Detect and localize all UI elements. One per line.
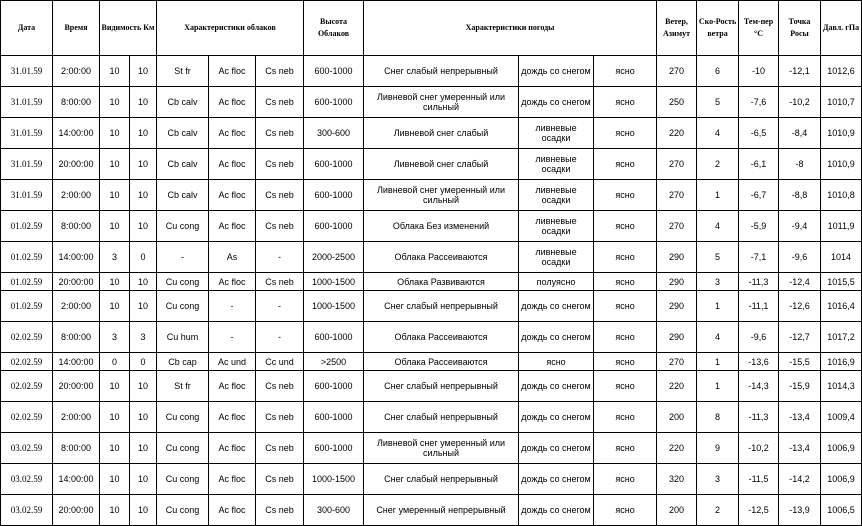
table-row	[1, 273, 862, 291]
header-weather: Характеристики погоды	[364, 1, 657, 56]
cell-cloud-upper: Cs neb	[256, 495, 304, 526]
cell-date: 03.02.59	[1, 495, 53, 526]
cell-pressure: 1011,9	[821, 211, 862, 242]
cell-pressure: 1014,3	[821, 371, 862, 402]
cell-cloud-lower: -	[157, 242, 209, 273]
cell-visibility-2: 10	[130, 464, 157, 495]
cell-visibility-2: 3	[130, 322, 157, 353]
cell-date: 31.01.59	[1, 180, 53, 211]
cell-wind-speed: 1	[697, 353, 739, 371]
cell-wind-speed: 6	[697, 56, 739, 87]
cell-pressure: 1006,9	[821, 433, 862, 464]
cell-date: 02.02.59	[1, 353, 53, 371]
cell-cloud-upper: Cc und	[256, 353, 304, 371]
cell-visibility-2: 10	[130, 273, 157, 291]
cell-date: 01.02.59	[1, 273, 53, 291]
cell-cloud-height: 300-600	[304, 118, 364, 149]
cell-weather-precipitation: полуясно	[519, 273, 594, 291]
cell-visibility-1: 10	[100, 371, 130, 402]
cell-weather-precipitation: ливневые осадки	[519, 149, 594, 180]
cell-cloud-middle: Ac und	[209, 353, 256, 371]
cell-cloud-middle: Ac floc	[209, 149, 256, 180]
cell-visibility-1: 10	[100, 211, 130, 242]
cell-date: 31.01.59	[1, 56, 53, 87]
cell-wind-speed: 4	[697, 322, 739, 353]
cell-cloud-middle: Ac floc	[209, 180, 256, 211]
cell-visibility-1: 10	[100, 291, 130, 322]
cell-weather-phenomenon: Ливневой снег умеренный или сильный	[364, 433, 519, 464]
cell-time: 8:00:00	[53, 433, 100, 464]
cell-cloud-height: 300-600	[304, 495, 364, 526]
header-visibility: Видимость Км	[100, 1, 157, 56]
cell-weather-sky: ясно	[594, 322, 657, 353]
cell-weather-precipitation: дождь со снегом	[519, 56, 594, 87]
cell-pressure: 1010,9	[821, 118, 862, 149]
cell-time: 2:00:00	[53, 180, 100, 211]
cell-weather-phenomenon: Облака Рассеиваются	[364, 242, 519, 273]
cell-date: 03.02.59	[1, 464, 53, 495]
cell-time: 14:00:00	[53, 242, 100, 273]
cell-weather-precipitation: дождь со снегом	[519, 402, 594, 433]
table-row	[1, 371, 862, 402]
cell-cloud-upper: Cs neb	[256, 371, 304, 402]
cell-cloud-lower: Cb calv	[157, 180, 209, 211]
cell-cloud-upper: -	[256, 242, 304, 273]
cell-pressure: 1006,5	[821, 495, 862, 526]
cell-visibility-2: 10	[130, 56, 157, 87]
cell-date: 02.02.59	[1, 322, 53, 353]
cell-time: 2:00:00	[53, 291, 100, 322]
cell-wind-speed: 3	[697, 273, 739, 291]
cell-wind-azimuth: 290	[657, 322, 697, 353]
cell-dew-point: -8,8	[779, 180, 821, 211]
cell-cloud-middle: Ac floc	[209, 87, 256, 118]
cell-visibility-1: 10	[100, 464, 130, 495]
cell-time: 14:00:00	[53, 464, 100, 495]
cell-weather-phenomenon: Облака Рассеиваются	[364, 322, 519, 353]
table-row	[1, 56, 862, 87]
cell-cloud-upper: Cs neb	[256, 56, 304, 87]
cell-cloud-height: 600-1000	[304, 433, 364, 464]
cell-weather-precipitation: дождь со снегом	[519, 464, 594, 495]
cell-weather-phenomenon: Облака Развиваются	[364, 273, 519, 291]
cell-temperature: -7,6	[739, 87, 779, 118]
cell-temperature: -13,6	[739, 353, 779, 371]
header-wind-azimuth: Ветер, Азимут	[657, 1, 697, 56]
cell-cloud-middle: Ac floc	[209, 211, 256, 242]
cell-wind-azimuth: 270	[657, 180, 697, 211]
cell-weather-sky: ясно	[594, 118, 657, 149]
cell-visibility-1: 10	[100, 56, 130, 87]
cell-visibility-1: 10	[100, 273, 130, 291]
cell-date: 31.01.59	[1, 149, 53, 180]
table-row	[1, 242, 862, 273]
cell-visibility-1: 10	[100, 149, 130, 180]
cell-time: 8:00:00	[53, 322, 100, 353]
table-row	[1, 211, 862, 242]
cell-wind-azimuth: 290	[657, 242, 697, 273]
cell-temperature: -5,9	[739, 211, 779, 242]
cell-cloud-lower: Cu cong	[157, 495, 209, 526]
cell-cloud-lower: St fr	[157, 371, 209, 402]
cell-temperature: -6,7	[739, 180, 779, 211]
cell-cloud-middle: Ac floc	[209, 56, 256, 87]
cell-dew-point: -10,2	[779, 87, 821, 118]
cell-temperature: -10,2	[739, 433, 779, 464]
cell-date: 03.02.59	[1, 433, 53, 464]
cell-temperature: -9,6	[739, 322, 779, 353]
cell-temperature: -12,5	[739, 495, 779, 526]
cell-wind-azimuth: 250	[657, 87, 697, 118]
cell-pressure: 1010,8	[821, 180, 862, 211]
cell-pressure: 1016,4	[821, 291, 862, 322]
cell-visibility-2: 10	[130, 118, 157, 149]
cell-weather-precipitation: ливневые осадки	[519, 118, 594, 149]
cell-wind-speed: 8	[697, 402, 739, 433]
cell-weather-sky: ясно	[594, 291, 657, 322]
cell-wind-speed: 3	[697, 464, 739, 495]
cell-weather-phenomenon: Снег слабый непрерывный	[364, 56, 519, 87]
cell-weather-phenomenon: Снег слабый непрерывный	[364, 371, 519, 402]
table-row	[1, 180, 862, 211]
cell-pressure: 1014	[821, 242, 862, 273]
cell-time: 20:00:00	[53, 371, 100, 402]
cell-pressure: 1006,9	[821, 464, 862, 495]
cell-visibility-1: 10	[100, 495, 130, 526]
table-row	[1, 118, 862, 149]
cell-cloud-height: 1000-1500	[304, 464, 364, 495]
header-dew-point: Точка Росы	[779, 1, 821, 56]
cell-weather-phenomenon: Снег слабый непрерывный	[364, 291, 519, 322]
cell-cloud-middle: Ac floc	[209, 464, 256, 495]
cell-cloud-middle: Ac floc	[209, 433, 256, 464]
cell-weather-sky: ясно	[594, 273, 657, 291]
cell-pressure: 1010,7	[821, 87, 862, 118]
cell-cloud-middle: Ac floc	[209, 118, 256, 149]
cell-dew-point: -15,9	[779, 371, 821, 402]
cell-wind-azimuth: 270	[657, 211, 697, 242]
cell-weather-sky: ясно	[594, 371, 657, 402]
cell-time: 20:00:00	[53, 495, 100, 526]
cell-visibility-1: 10	[100, 118, 130, 149]
cell-cloud-lower: Cu cong	[157, 291, 209, 322]
cell-cloud-lower: Cu cong	[157, 273, 209, 291]
cell-cloud-upper: Cs neb	[256, 464, 304, 495]
cell-visibility-1: 10	[100, 87, 130, 118]
cell-weather-phenomenon: Снег слабый непрерывный	[364, 464, 519, 495]
cell-dew-point: -13,9	[779, 495, 821, 526]
cell-time: 8:00:00	[53, 211, 100, 242]
cell-weather-phenomenon: Ливневой снег слабый	[364, 118, 519, 149]
cell-cloud-lower: Cu cong	[157, 433, 209, 464]
cell-weather-phenomenon: Ливневой снег умеренный или сильный	[364, 180, 519, 211]
header-row	[1, 1, 862, 56]
cell-date: 31.01.59	[1, 87, 53, 118]
cell-weather-precipitation: дождь со снегом	[519, 433, 594, 464]
cell-cloud-middle: Ac floc	[209, 273, 256, 291]
cell-wind-azimuth: 270	[657, 56, 697, 87]
table-row	[1, 87, 862, 118]
cell-weather-precipitation: дождь со снегом	[519, 322, 594, 353]
cell-date: 01.02.59	[1, 242, 53, 273]
cell-visibility-2: 10	[130, 433, 157, 464]
cell-cloud-middle: Ac floc	[209, 495, 256, 526]
cell-wind-azimuth: 320	[657, 464, 697, 495]
cell-weather-precipitation: ливневые осадки	[519, 180, 594, 211]
cell-date: 01.02.59	[1, 291, 53, 322]
cell-cloud-lower: Cb calv	[157, 87, 209, 118]
cell-dew-point: -12,1	[779, 56, 821, 87]
cell-cloud-lower: Cu hum	[157, 322, 209, 353]
cell-visibility-2: 10	[130, 149, 157, 180]
cell-pressure: 1010,9	[821, 149, 862, 180]
cell-dew-point: -12,4	[779, 273, 821, 291]
cell-visibility-1: 10	[100, 402, 130, 433]
cell-visibility-1: 3	[100, 322, 130, 353]
cell-temperature: -11,3	[739, 273, 779, 291]
cell-weather-sky: ясно	[594, 464, 657, 495]
cell-weather-sky: ясно	[594, 180, 657, 211]
header-time: Время	[53, 1, 100, 56]
cell-date: 02.02.59	[1, 371, 53, 402]
cell-weather-precipitation: ливневые осадки	[519, 242, 594, 273]
cell-dew-point: -13,4	[779, 433, 821, 464]
cell-time: 14:00:00	[53, 118, 100, 149]
cell-wind-azimuth: 220	[657, 118, 697, 149]
cell-cloud-lower: Cu cong	[157, 402, 209, 433]
header-cloud-height: Высота Облаков	[304, 1, 364, 56]
cell-weather-sky: ясно	[594, 87, 657, 118]
cell-weather-phenomenon: Ливневой снег умеренный или сильный	[364, 87, 519, 118]
cell-wind-speed: 5	[697, 242, 739, 273]
cell-time: 8:00:00	[53, 87, 100, 118]
cell-cloud-lower: Cb calv	[157, 149, 209, 180]
cell-temperature: -11,3	[739, 402, 779, 433]
cell-weather-sky: ясно	[594, 242, 657, 273]
cell-wind-azimuth: 200	[657, 495, 697, 526]
cell-time: 2:00:00	[53, 56, 100, 87]
cell-wind-speed: 4	[697, 211, 739, 242]
cell-time: 2:00:00	[53, 402, 100, 433]
cell-weather-phenomenon: Снег слабый непрерывный	[364, 402, 519, 433]
cell-wind-azimuth: 220	[657, 433, 697, 464]
cell-dew-point: -9,4	[779, 211, 821, 242]
cell-weather-sky: ясно	[594, 56, 657, 87]
cell-visibility-1: 0	[100, 353, 130, 371]
cell-visibility-2: 10	[130, 291, 157, 322]
cell-cloud-upper: Cs neb	[256, 180, 304, 211]
table-row	[1, 322, 862, 353]
cell-visibility-2: 0	[130, 353, 157, 371]
cell-wind-speed: 5	[697, 87, 739, 118]
cell-dew-point: -13,4	[779, 402, 821, 433]
cell-cloud-lower: Cb cap	[157, 353, 209, 371]
cell-cloud-upper: Cs neb	[256, 273, 304, 291]
table-row	[1, 291, 862, 322]
cell-cloud-height: 600-1000	[304, 322, 364, 353]
cell-time: 20:00:00	[53, 149, 100, 180]
cell-pressure: 1015,5	[821, 273, 862, 291]
cell-temperature: -14,3	[739, 371, 779, 402]
cell-weather-phenomenon: Облака Рассеиваются	[364, 353, 519, 371]
cell-pressure: 1009,4	[821, 402, 862, 433]
cell-cloud-middle: Ac floc	[209, 371, 256, 402]
cell-weather-sky: ясно	[594, 433, 657, 464]
cell-visibility-2: 10	[130, 371, 157, 402]
cell-weather-sky: ясно	[594, 211, 657, 242]
cell-cloud-lower: St fr	[157, 56, 209, 87]
cell-weather-sky: ясно	[594, 402, 657, 433]
cell-cloud-height: 600-1000	[304, 402, 364, 433]
cell-visibility-1: 10	[100, 433, 130, 464]
cell-cloud-upper: Cs neb	[256, 118, 304, 149]
header-temperature: Тем-пер °С	[739, 1, 779, 56]
cell-dew-point: -14,2	[779, 464, 821, 495]
table-row	[1, 433, 862, 464]
cell-cloud-height: >2500	[304, 353, 364, 371]
cell-wind-azimuth: 200	[657, 402, 697, 433]
cell-cloud-upper: Cs neb	[256, 211, 304, 242]
cell-weather-precipitation: ясно	[519, 353, 594, 371]
cell-cloud-upper: Cs neb	[256, 87, 304, 118]
cell-cloud-upper: Cs neb	[256, 149, 304, 180]
cell-cloud-height: 1000-1500	[304, 273, 364, 291]
cell-weather-precipitation: дождь со снегом	[519, 291, 594, 322]
cell-cloud-lower: Cu cong	[157, 211, 209, 242]
cell-wind-azimuth: 220	[657, 371, 697, 402]
cell-dew-point: -12,6	[779, 291, 821, 322]
cell-pressure: 1012,6	[821, 56, 862, 87]
table-row	[1, 149, 862, 180]
cell-cloud-height: 1000-1500	[304, 291, 364, 322]
cell-cloud-height: 600-1000	[304, 56, 364, 87]
cell-visibility-2: 10	[130, 211, 157, 242]
cell-cloud-upper: Cs neb	[256, 402, 304, 433]
header-date: Дата	[1, 1, 53, 56]
cell-weather-precipitation: дождь со снегом	[519, 87, 594, 118]
cell-wind-speed: 9	[697, 433, 739, 464]
cell-wind-azimuth: 270	[657, 353, 697, 371]
cell-cloud-height: 600-1000	[304, 180, 364, 211]
cell-temperature: -11,5	[739, 464, 779, 495]
cell-temperature: -7,1	[739, 242, 779, 273]
cell-cloud-height: 2000-2500	[304, 242, 364, 273]
cell-cloud-middle: -	[209, 291, 256, 322]
cell-weather-sky: ясно	[594, 353, 657, 371]
cell-cloud-height: 600-1000	[304, 371, 364, 402]
cell-pressure: 1016,9	[821, 353, 862, 371]
cell-cloud-middle: Ac floc	[209, 402, 256, 433]
cell-cloud-height: 600-1000	[304, 87, 364, 118]
cell-visibility-2: 10	[130, 495, 157, 526]
cell-cloud-lower: Cu cong	[157, 464, 209, 495]
header-clouds: Характеристики облаков	[157, 1, 304, 56]
cell-cloud-middle: As	[209, 242, 256, 273]
cell-wind-speed: 1	[697, 371, 739, 402]
cell-visibility-2: 10	[130, 87, 157, 118]
cell-weather-precipitation: ливневые осадки	[519, 211, 594, 242]
cell-dew-point: -8,4	[779, 118, 821, 149]
cell-dew-point: -15,5	[779, 353, 821, 371]
cell-visibility-1: 3	[100, 242, 130, 273]
cell-weather-phenomenon: Снег умеренный непрерывный	[364, 495, 519, 526]
cell-wind-speed: 2	[697, 149, 739, 180]
cell-temperature: -11,1	[739, 291, 779, 322]
cell-cloud-upper: -	[256, 322, 304, 353]
cell-wind-speed: 1	[697, 291, 739, 322]
cell-weather-precipitation: дождь со снегом	[519, 371, 594, 402]
cell-weather-precipitation: дождь со снегом	[519, 495, 594, 526]
cell-visibility-2: 10	[130, 402, 157, 433]
cell-weather-sky: ясно	[594, 495, 657, 526]
cell-visibility-2: 10	[130, 180, 157, 211]
header-wind-speed: Ско-Рость ветра	[697, 1, 739, 56]
cell-temperature: -6,1	[739, 149, 779, 180]
cell-dew-point: -9,6	[779, 242, 821, 273]
cell-pressure: 1017,2	[821, 322, 862, 353]
table-row	[1, 402, 862, 433]
cell-dew-point: -8	[779, 149, 821, 180]
cell-temperature: -6,5	[739, 118, 779, 149]
cell-wind-speed: 1	[697, 180, 739, 211]
cell-date: 01.02.59	[1, 211, 53, 242]
cell-temperature: -10	[739, 56, 779, 87]
header-pressure: Давл. гПа	[821, 1, 862, 56]
cell-weather-phenomenon: Облака Без изменений	[364, 211, 519, 242]
table-row	[1, 495, 862, 526]
table-row	[1, 464, 862, 495]
cell-cloud-height: 600-1000	[304, 211, 364, 242]
cell-wind-azimuth: 290	[657, 291, 697, 322]
cell-wind-speed: 4	[697, 118, 739, 149]
cell-cloud-middle: -	[209, 322, 256, 353]
cell-weather-sky: ясно	[594, 149, 657, 180]
cell-cloud-upper: Cs neb	[256, 433, 304, 464]
cell-dew-point: -12,7	[779, 322, 821, 353]
cell-cloud-height: 600-1000	[304, 149, 364, 180]
cell-cloud-upper: -	[256, 291, 304, 322]
cell-visibility-1: 10	[100, 180, 130, 211]
cell-date: 31.01.59	[1, 118, 53, 149]
cell-visibility-2: 0	[130, 242, 157, 273]
table-row	[1, 353, 862, 371]
cell-time: 20:00:00	[53, 273, 100, 291]
cell-wind-speed: 2	[697, 495, 739, 526]
cell-time: 14:00:00	[53, 353, 100, 371]
cell-date: 02.02.59	[1, 402, 53, 433]
cell-wind-azimuth: 270	[657, 149, 697, 180]
cell-cloud-lower: Cb calv	[157, 118, 209, 149]
cell-weather-phenomenon: Ливневой снег слабый	[364, 149, 519, 180]
cell-wind-azimuth: 290	[657, 273, 697, 291]
